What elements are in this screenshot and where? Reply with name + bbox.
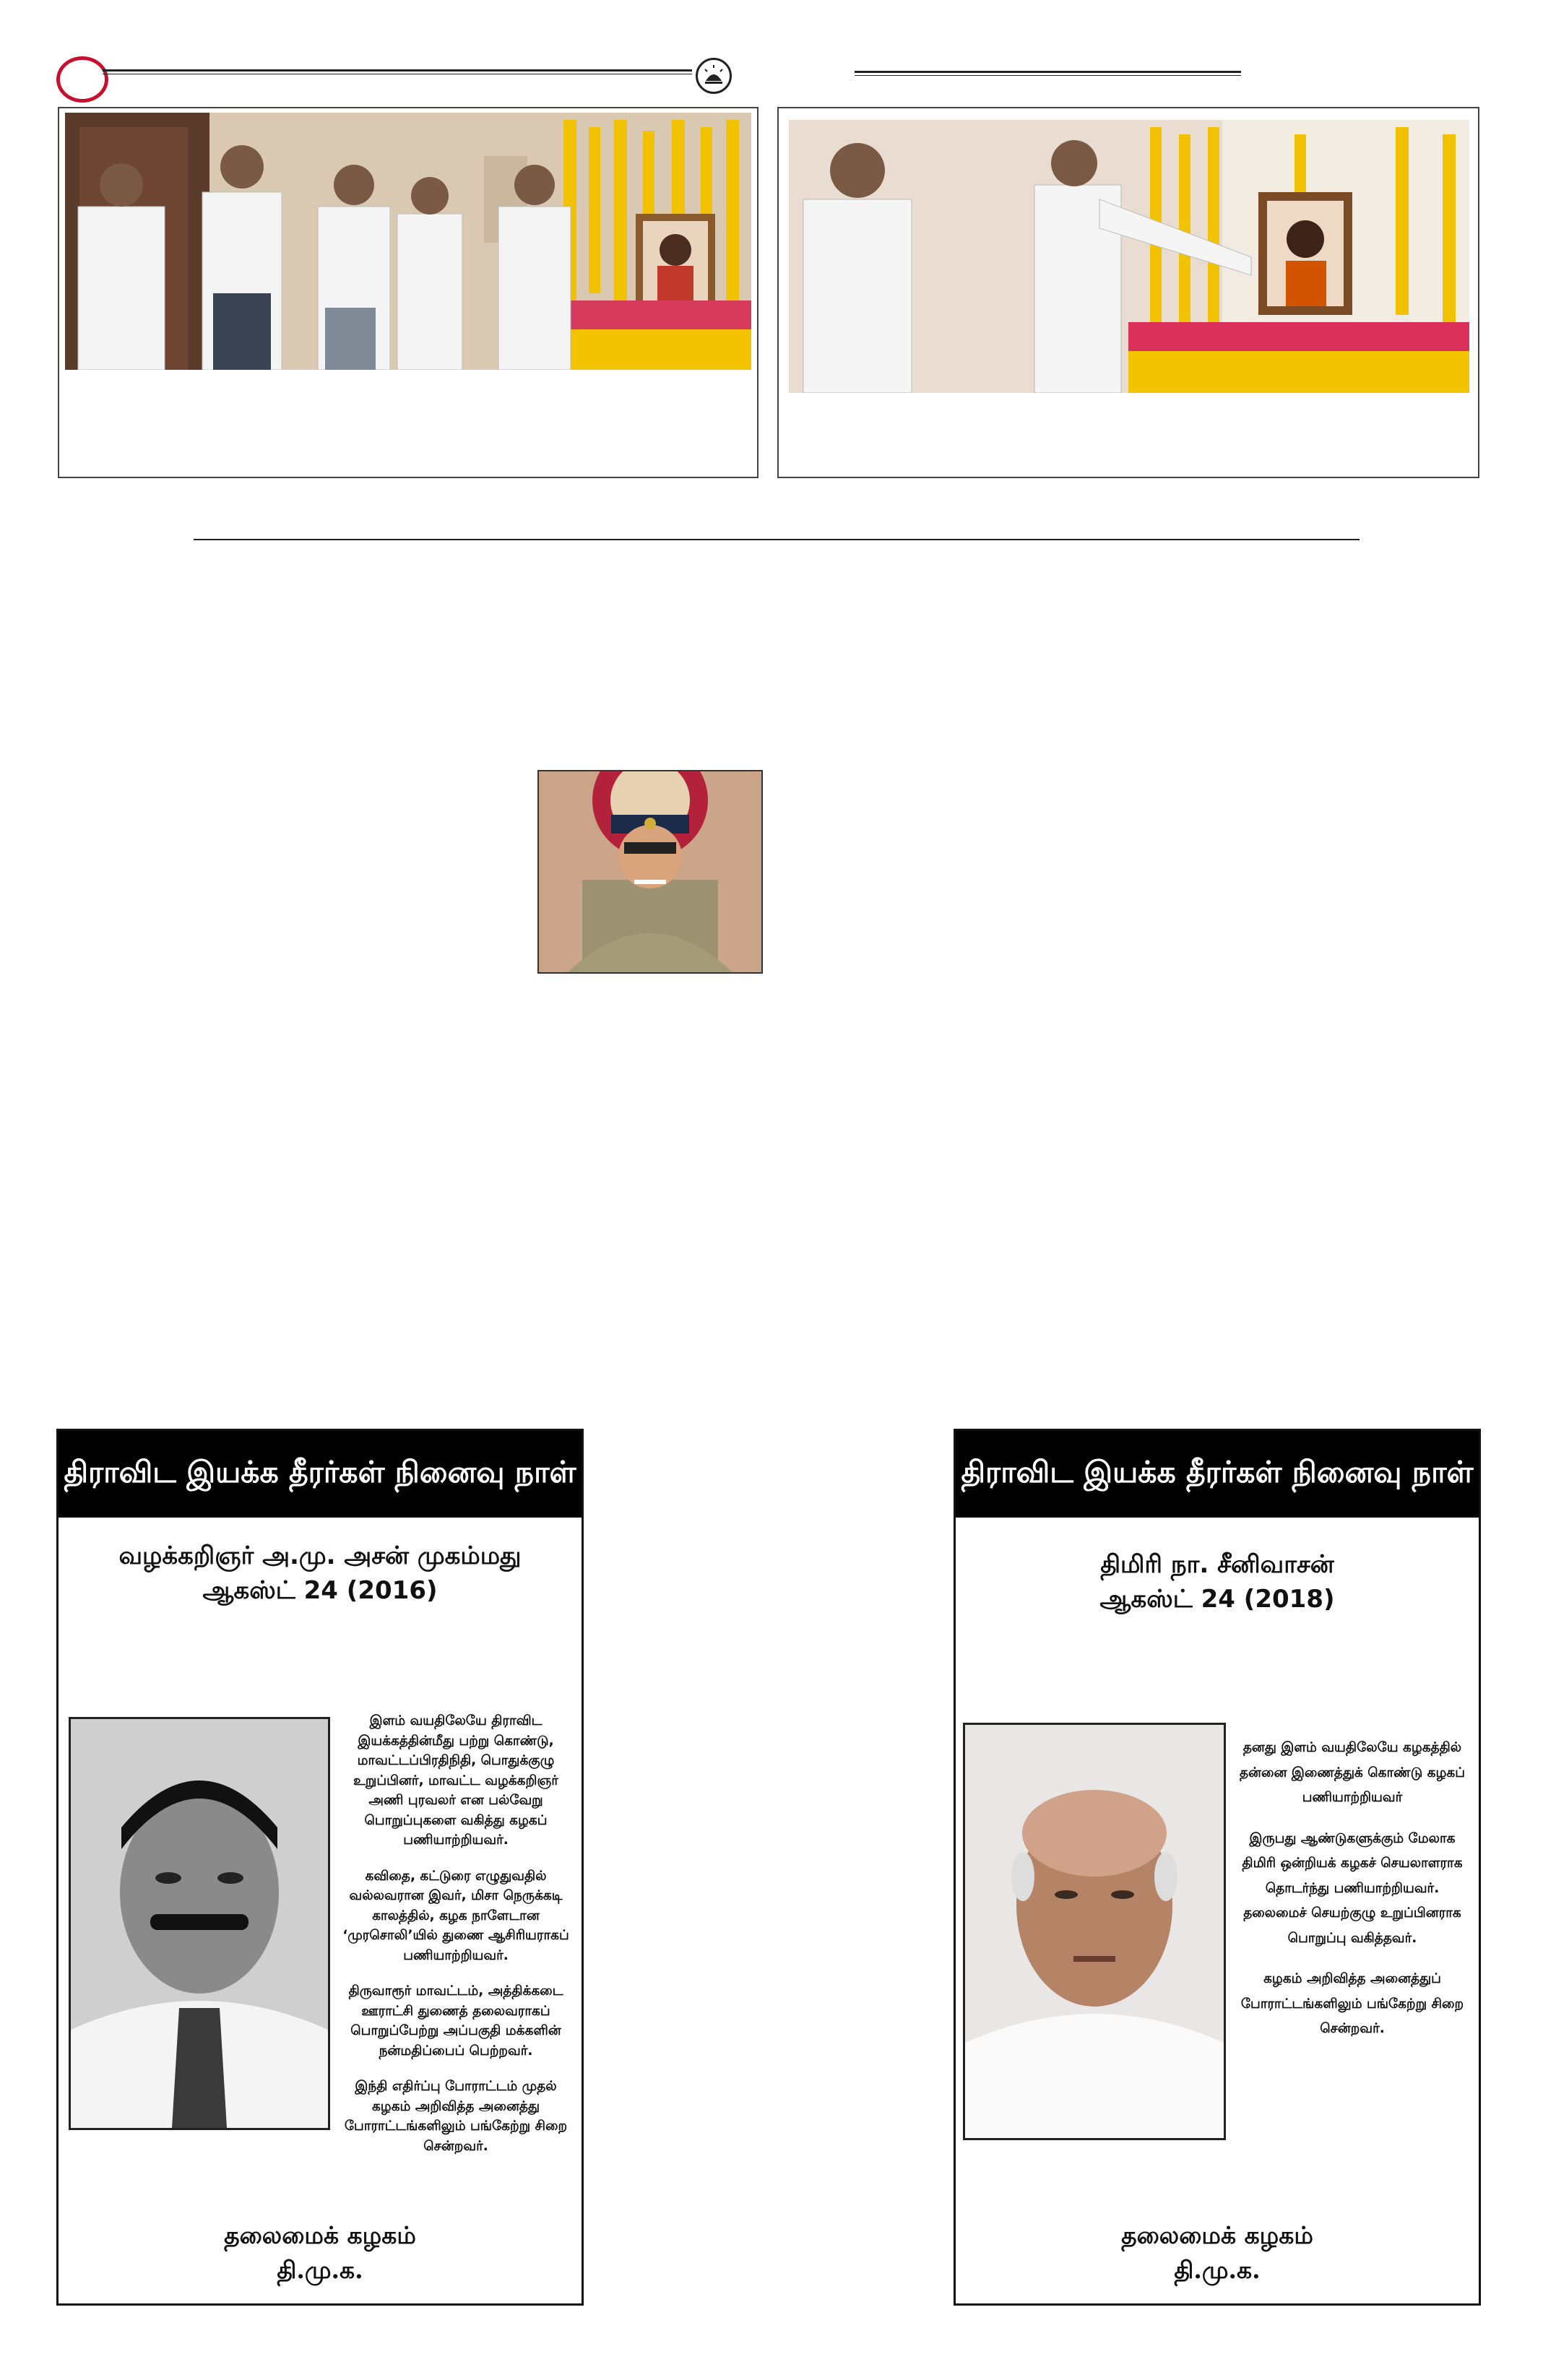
emblem-glyph-icon (703, 65, 725, 87)
obituary-footer-1: தலைமைக் கழகம் (224, 2221, 416, 2249)
obituary-heading: திராவிட இயக்க தீரர்கள் நினைவு நாள் (956, 1431, 1479, 1518)
bio-paragraph: இந்தி எதிர்ப்பு போராட்டம் முதல் கழகம் அறிவித்த அனைத்து போராட்டங்களிலும் பங்கேற்று சிறை சென்றவர். (344, 2079, 568, 2154)
tribute-photo-2 (789, 120, 1469, 393)
header-red-circle (56, 56, 108, 103)
bio-paragraph: கழகம் அறிவித்த அனைத்துப் போராட்டங்களிலும் பங்கேற்று சிறை சென்றவர். (1240, 1971, 1464, 2036)
obituary-portrait (963, 1723, 1226, 2140)
obituary-box-right (954, 1429, 1481, 2306)
photo-frame-2 (777, 107, 1479, 478)
header-rule-left (103, 69, 692, 74)
tribute-photo-1 (65, 113, 751, 370)
obituary-date: ஆகஸ்ட் 24 (2018) (1099, 1585, 1335, 1614)
bio-paragraph: தனது இளம் வயதிலேயே கழகத்தில் தன்னை இணைத்துக் கொண்டு கழகப் பணியாற்றியவர் (1240, 1740, 1465, 1805)
header-rule-right (855, 71, 1241, 76)
bio-paragraph: இளம் வயதிலேயே திராவிட இயக்கத்தின்மீது பற்று கொண்டு, மாவட்டப்பிரதிநிதி, பொதுக்குழு உறுப்பினர், மாவட்ட வழக்கறிஞர் அணி புரவலர் என பல்வேறு பொறுப்புகளை வகித்து கழகப் பணியாற்றியவர். (353, 1713, 558, 1848)
obituary-bio (1232, 1736, 1473, 2058)
bio-paragraph: கவிதை, கட்டுரை எழுதுவதில் வல்லவரான இவர், மிசா நெருக்கடி காலத்தில், கழக நாளேடான ‘முரசொலி’யில் துணை ஆசிரியராகப் பணியாற்றியவர். (342, 1868, 569, 1963)
bio-paragraph: இருபது ஆண்டுகளுக்கும் மேலாக திமிரி ஒன்றியக் கழகச் செயலாளராக தொடர்ந்து பணியாற்றியவர். தலைமைச் செயற்குழு உறுப்பினராக பொறுப்பு வகித்தவர். (1242, 1830, 1463, 1946)
rising-sun-emblem-icon (696, 58, 732, 94)
obituary-heading: திராவிட இயக்க தீரர்கள் நினைவு நாள் (59, 1431, 582, 1518)
photo-2-caption (786, 397, 1471, 469)
obituary-box-left (56, 1429, 584, 2306)
officer-photo (537, 770, 763, 974)
obituary-bio (336, 1711, 576, 2172)
obituary-footer-2: தி.மு.க. (277, 2256, 363, 2284)
bio-paragraph: திருவாரூர் மாவட்டம், அத்திக்கடை ஊராட்சி துணைத் தலைவராகப் பொறுப்பேற்று அப்பகுதி மக்களின் நன்மதிப்பைப் பெற்றவர். (348, 1983, 563, 2059)
obituary-date: ஆகஸ்ட் 24 (2016) (202, 1576, 438, 1605)
obituary-footer-2: தி.மு.க. (1174, 2256, 1261, 2284)
obituary-name: திமிரி நா. சீனிவாசன் (1100, 1550, 1334, 1579)
obituary-footer-1: தலைமைக் கழகம் (1121, 2221, 1313, 2249)
section-divider (194, 539, 1360, 540)
obituary-name: வழக்கறிஞர் அ.மு. அசன் முகம்மது (118, 1541, 522, 1570)
obituary-portrait (69, 1717, 330, 2130)
photo-frame-1 (58, 107, 758, 478)
photo-1-caption (66, 376, 750, 469)
